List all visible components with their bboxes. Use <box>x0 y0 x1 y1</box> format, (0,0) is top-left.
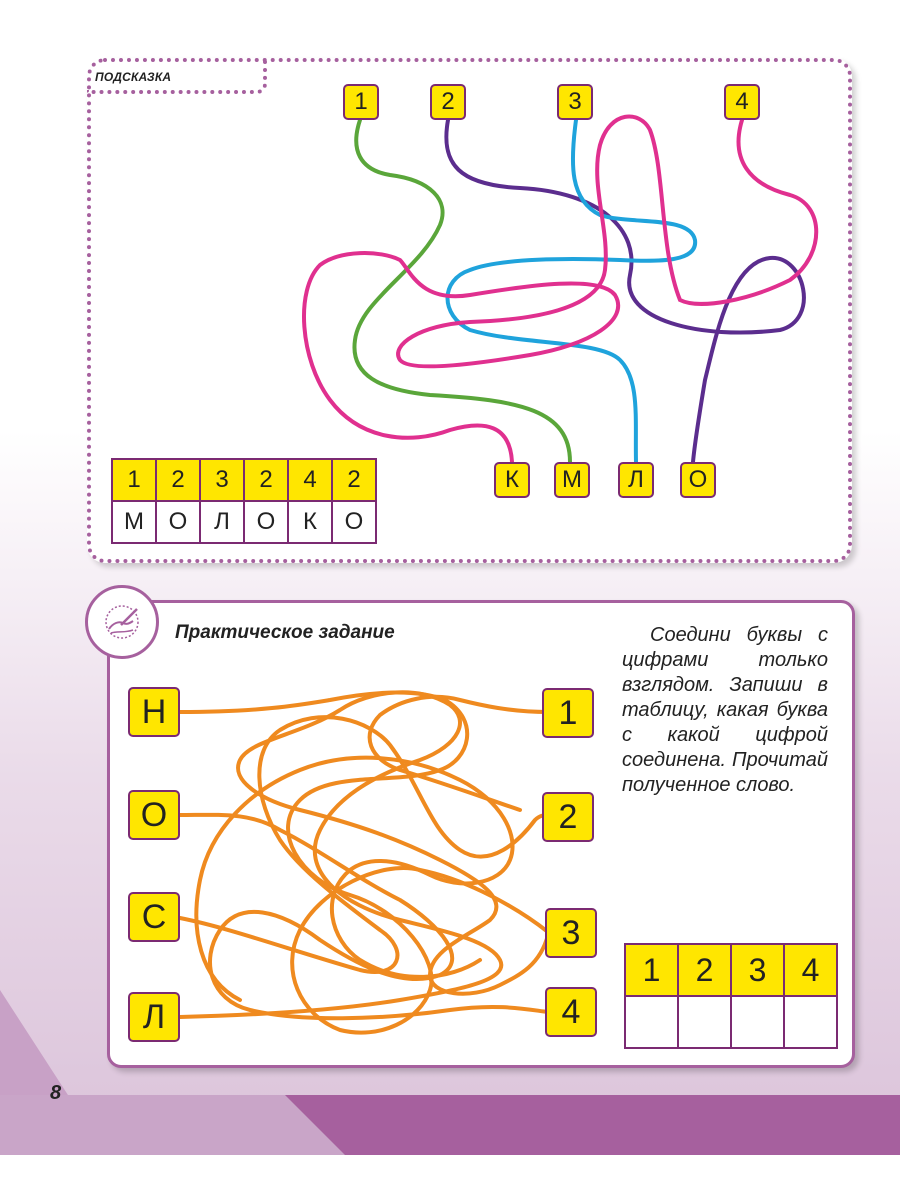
task-table-number: 1 <box>625 944 678 996</box>
task-table-answer-cell[interactable] <box>625 996 678 1048</box>
hint-top-number-1: 1 <box>343 84 379 120</box>
hint-table-letter: М <box>112 501 156 543</box>
task-table-answer-row <box>625 996 837 1048</box>
task-table-number: 4 <box>784 944 837 996</box>
maze-line-c <box>180 717 548 972</box>
task-number-2: 2 <box>542 792 594 842</box>
task-letter-2: О <box>128 790 180 840</box>
hint-bottom-letter-2: М <box>554 462 590 498</box>
task-table-number-row <box>625 944 837 996</box>
hint-table-number: 3 <box>200 459 244 501</box>
task-number-3: 3 <box>545 908 597 958</box>
hint-bottom-letter-4: О <box>680 462 716 498</box>
hint-top-number-4: 4 <box>724 84 760 120</box>
hint-bottom-letter-1: К <box>494 462 530 498</box>
task-table-answer-cell[interactable] <box>784 996 837 1048</box>
hint-table-letter: О <box>332 501 376 543</box>
hint-top-number-2: 2 <box>430 84 466 120</box>
task-table-number: 2 <box>678 944 731 996</box>
page-number: 8 <box>50 1082 62 1104</box>
task-letter-4: Л <box>128 992 180 1042</box>
hint-label: ПОДСКАЗКА <box>95 70 172 84</box>
hint-table-number: 2 <box>156 459 200 501</box>
task-table-answer-cell[interactable] <box>731 996 784 1048</box>
hint-table-number: 2 <box>244 459 288 501</box>
task-number-1: 1 <box>542 688 594 738</box>
task-table-number: 3 <box>731 944 784 996</box>
task-letter-1: Н <box>128 687 180 737</box>
hint-table-number: 2 <box>332 459 376 501</box>
hint-top-number-3: 3 <box>557 84 593 120</box>
task-letter-3: С <box>128 892 180 942</box>
hint-table-letter: Л <box>200 501 244 543</box>
hint-bottom-letter-3: Л <box>618 462 654 498</box>
task-answer-table <box>624 943 838 1049</box>
hint-table-letter: О <box>244 501 288 543</box>
task-title: Практическое задание <box>175 622 395 643</box>
task-instructions: Соедини буквы с цифрами только взглядом. Запиши в таблицу, какая буква с какой цифрой соединена. Прочитай полученное слово. <box>622 624 828 796</box>
hint-table-letter: О <box>156 501 200 543</box>
hint-table-number: 1 <box>112 459 156 501</box>
hint-table-number: 4 <box>288 459 332 501</box>
task-table-answer-cell[interactable] <box>678 996 731 1048</box>
task-number-4: 4 <box>545 987 597 1037</box>
hint-table-letter: К <box>288 501 332 543</box>
